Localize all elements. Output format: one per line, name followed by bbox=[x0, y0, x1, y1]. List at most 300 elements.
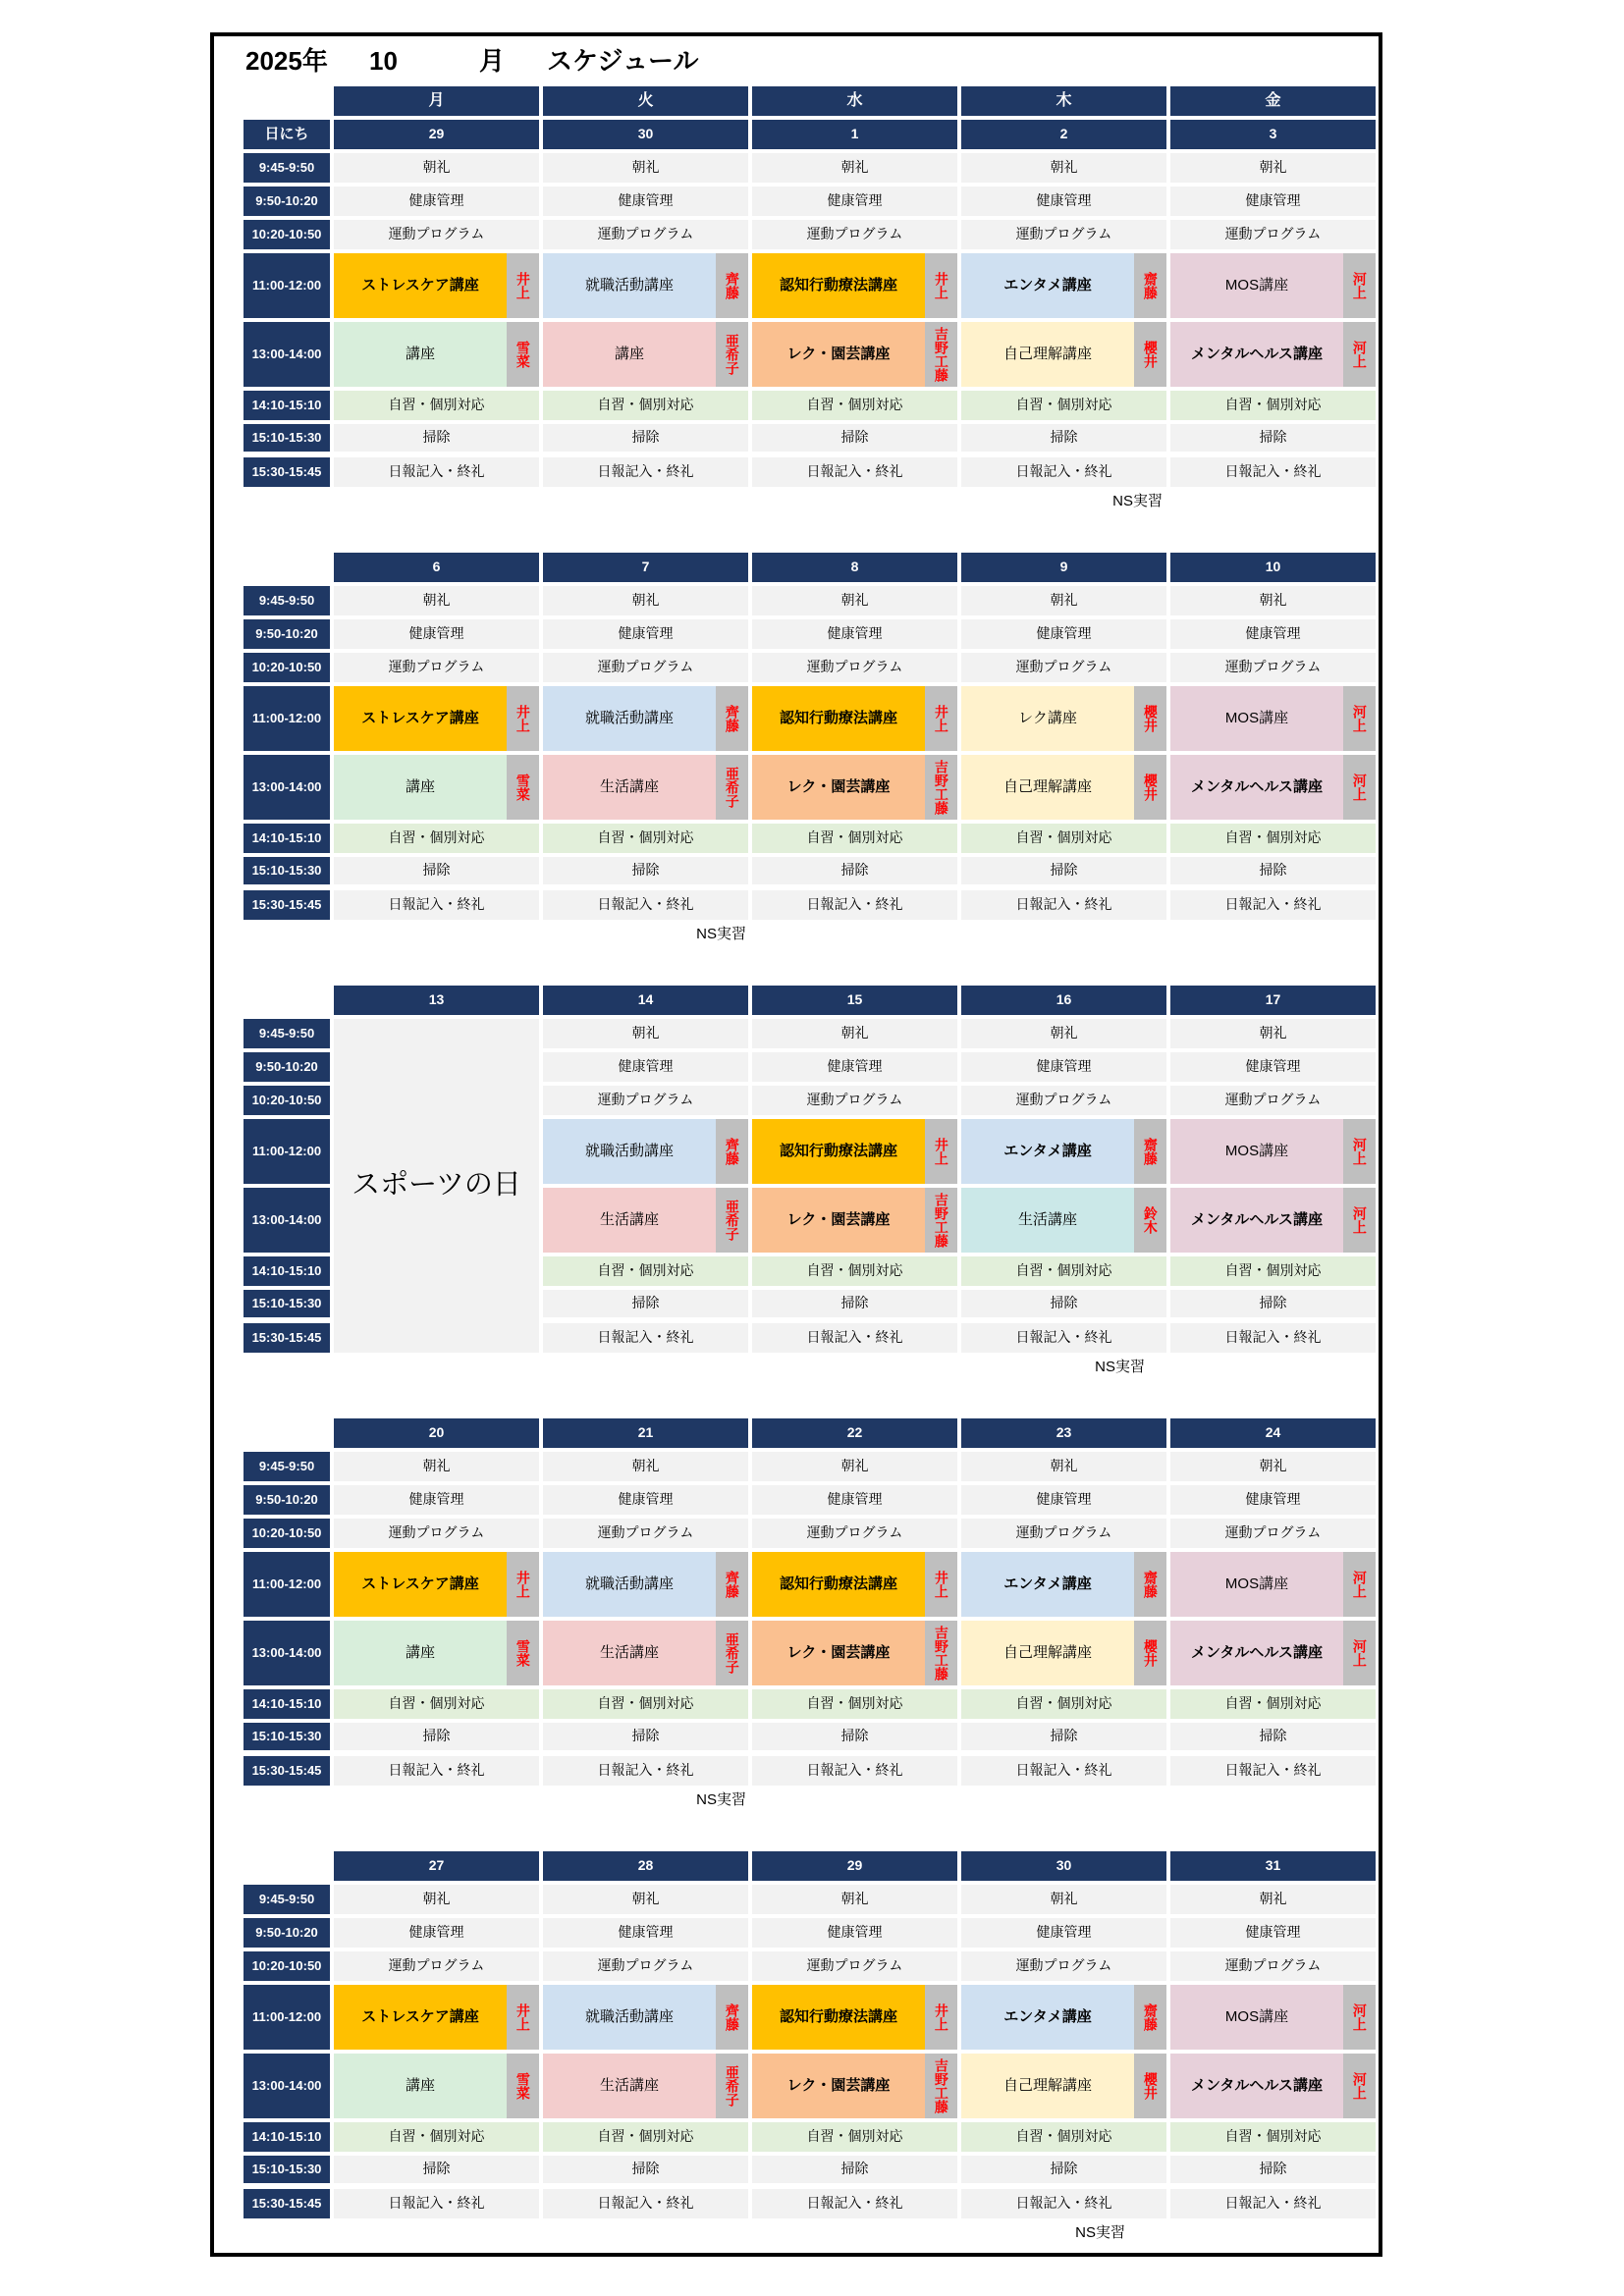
teacher-cell: 河上 bbox=[1343, 253, 1376, 318]
schedule-cell: 掃除 bbox=[334, 2156, 539, 2183]
time-cell: 15:10-15:30 bbox=[244, 857, 330, 884]
schedule-title-label: スケジュール bbox=[547, 45, 699, 76]
time-cell: 15:10-15:30 bbox=[244, 1723, 330, 1750]
activity-cell: 自己理解講座 bbox=[961, 322, 1134, 387]
time-cell: 13:00-14:00 bbox=[244, 1621, 330, 1685]
time-cell: 13:00-14:00 bbox=[244, 2054, 330, 2118]
time-cell: 10:20-10:50 bbox=[244, 1086, 330, 1115]
teacher-cell: 齊藤 bbox=[716, 1552, 748, 1617]
ns-note: NS実習 bbox=[696, 1790, 746, 1808]
schedule-cell: 運動プログラム bbox=[543, 220, 748, 249]
time-cell: 13:00-14:00 bbox=[244, 322, 330, 387]
teacher-cell: 河上 bbox=[1343, 686, 1376, 751]
schedule-cell: 掃除 bbox=[752, 1723, 957, 1750]
teacher-cell: 雪菜 bbox=[507, 322, 539, 387]
teacher-cell: 吉野工藤 bbox=[925, 755, 957, 820]
schedule-cell: 日報記入・終礼 bbox=[961, 1323, 1166, 1353]
schedule-cell: 掃除 bbox=[543, 1723, 748, 1750]
schedule-cell: 朝礼 bbox=[543, 153, 748, 183]
date-cell: 7 bbox=[543, 553, 748, 582]
activity-cell: メンタルヘルス講座 bbox=[1170, 322, 1343, 387]
activity-cell: MOS講座 bbox=[1170, 1119, 1343, 1184]
date-cell: 23 bbox=[961, 1418, 1166, 1448]
teacher-cell: 亜希子 bbox=[716, 1188, 748, 1253]
teacher-cell: 河上 bbox=[1343, 1188, 1376, 1253]
schedule-cell: 自習・個別対応 bbox=[961, 2122, 1166, 2152]
teacher-cell: 井上 bbox=[507, 1552, 539, 1617]
date-cell: 30 bbox=[543, 120, 748, 149]
time-cell: 9:50-10:20 bbox=[244, 1918, 330, 1948]
activity-cell: 認知行動療法講座 bbox=[752, 1552, 925, 1617]
teacher-cell: 齊藤 bbox=[716, 1985, 748, 2050]
schedule-cell: 自習・個別対応 bbox=[543, 391, 748, 420]
weekday-header-cell: 木 bbox=[961, 86, 1166, 116]
teacher-cell: 齋藤 bbox=[1134, 1119, 1166, 1184]
schedule-cell: 朝礼 bbox=[1170, 1885, 1376, 1914]
schedule-cell: 日報記入・終礼 bbox=[961, 1756, 1166, 1786]
activity-cell: 就職活動講座 bbox=[543, 686, 716, 751]
teacher-cell: 齊藤 bbox=[716, 686, 748, 751]
activity-cell: 就職活動講座 bbox=[543, 1985, 716, 2050]
schedule-cell: 掃除 bbox=[334, 1723, 539, 1750]
time-cell: 15:10-15:30 bbox=[244, 424, 330, 452]
schedule-cell: 掃除 bbox=[961, 2156, 1166, 2183]
schedule-cell: 朝礼 bbox=[543, 1885, 748, 1914]
schedule-cell: 掃除 bbox=[1170, 1290, 1376, 1317]
schedule-cell: 運動プログラム bbox=[334, 220, 539, 249]
schedule-cell: 掃除 bbox=[1170, 424, 1376, 452]
schedule-cell: 朝礼 bbox=[1170, 586, 1376, 615]
teacher-cell: 齊藤 bbox=[716, 1119, 748, 1184]
schedule-cell: 掃除 bbox=[752, 2156, 957, 2183]
schedule-cell: 健康管理 bbox=[961, 1485, 1166, 1515]
schedule-cell: 日報記入・終礼 bbox=[334, 457, 539, 487]
schedule-cell: 自習・個別対応 bbox=[752, 1689, 957, 1719]
schedule-cell: 健康管理 bbox=[334, 187, 539, 216]
activity-cell: MOS講座 bbox=[1170, 686, 1343, 751]
schedule-cell: 日報記入・終礼 bbox=[961, 457, 1166, 487]
schedule-cell: 掃除 bbox=[1170, 1723, 1376, 1750]
schedule-cell: 運動プログラム bbox=[752, 1951, 957, 1981]
schedule-cell: 掃除 bbox=[961, 1290, 1166, 1317]
activity-cell: 講座 bbox=[334, 1621, 507, 1685]
schedule-cell: 朝礼 bbox=[961, 586, 1166, 615]
schedule-title-month: 10 bbox=[369, 45, 398, 76]
schedule-cell: 運動プログラム bbox=[961, 1951, 1166, 1981]
schedule-cell: 健康管理 bbox=[543, 1052, 748, 1082]
schedule-cell: 自習・個別対応 bbox=[543, 1689, 748, 1719]
time-cell: 9:45-9:50 bbox=[244, 1019, 330, 1048]
time-cell: 14:10-15:10 bbox=[244, 1689, 330, 1719]
schedule-cell: 健康管理 bbox=[1170, 1485, 1376, 1515]
schedule-cell: 自習・個別対応 bbox=[752, 1256, 957, 1286]
time-cell: 15:30-15:45 bbox=[244, 1323, 330, 1353]
schedule-cell: 掃除 bbox=[543, 857, 748, 884]
schedule-cell: 日報記入・終礼 bbox=[752, 890, 957, 920]
teacher-cell: 河上 bbox=[1343, 1552, 1376, 1617]
time-cell: 13:00-14:00 bbox=[244, 755, 330, 820]
date-cell: 31 bbox=[1170, 1851, 1376, 1881]
time-cell: 15:30-15:45 bbox=[244, 1756, 330, 1786]
activity-cell: レク・園芸講座 bbox=[752, 1621, 925, 1685]
schedule-cell: 日報記入・終礼 bbox=[1170, 1323, 1376, 1353]
schedule-cell: 運動プログラム bbox=[543, 1951, 748, 1981]
teacher-cell: 河上 bbox=[1343, 1985, 1376, 2050]
schedule-cell: 自習・個別対応 bbox=[752, 391, 957, 420]
time-cell: 9:50-10:20 bbox=[244, 187, 330, 216]
time-cell: 11:00-12:00 bbox=[244, 253, 330, 318]
activity-cell: 認知行動療法講座 bbox=[752, 1985, 925, 2050]
time-cell: 11:00-12:00 bbox=[244, 1552, 330, 1617]
activity-cell: 生活講座 bbox=[543, 1621, 716, 1685]
schedule-cell: 日報記入・終礼 bbox=[752, 2189, 957, 2218]
schedule-cell: 自習・個別対応 bbox=[752, 2122, 957, 2152]
weekday-header-cell: 火 bbox=[543, 86, 748, 116]
activity-cell: レク・園芸講座 bbox=[752, 755, 925, 820]
schedule-cell: 運動プログラム bbox=[1170, 1086, 1376, 1115]
activity-cell: レク・園芸講座 bbox=[752, 1188, 925, 1253]
time-cell: 15:10-15:30 bbox=[244, 2156, 330, 2183]
schedule-cell: 日報記入・終礼 bbox=[961, 2189, 1166, 2218]
activity-cell: 自己理解講座 bbox=[961, 755, 1134, 820]
teacher-cell: 吉野工藤 bbox=[925, 322, 957, 387]
teacher-cell: 吉野工藤 bbox=[925, 1188, 957, 1253]
schedule-cell: 運動プログラム bbox=[334, 1519, 539, 1548]
schedule-title-month-suffix: 月 bbox=[479, 45, 506, 76]
schedule-cell: 運動プログラム bbox=[752, 653, 957, 682]
teacher-cell: 齋藤 bbox=[1134, 253, 1166, 318]
schedule-cell: 朝礼 bbox=[1170, 1019, 1376, 1048]
schedule-cell: 運動プログラム bbox=[543, 1519, 748, 1548]
schedule-cell: 運動プログラム bbox=[334, 653, 539, 682]
schedule-cell: 健康管理 bbox=[334, 619, 539, 649]
activity-cell: 認知行動療法講座 bbox=[752, 1119, 925, 1184]
teacher-cell: 櫻井 bbox=[1134, 2054, 1166, 2118]
date-cell: 8 bbox=[752, 553, 957, 582]
schedule-cell: 朝礼 bbox=[961, 1019, 1166, 1048]
activity-cell: 講座 bbox=[543, 322, 716, 387]
activity-cell: レク・園芸講座 bbox=[752, 322, 925, 387]
schedule-cell: 掃除 bbox=[961, 1723, 1166, 1750]
teacher-cell: 齊藤 bbox=[716, 253, 748, 318]
activity-cell: 就職活動講座 bbox=[543, 253, 716, 318]
date-cell: 15 bbox=[752, 986, 957, 1015]
date-cell: 16 bbox=[961, 986, 1166, 1015]
time-cell: 9:45-9:50 bbox=[244, 153, 330, 183]
time-cell: 9:45-9:50 bbox=[244, 1885, 330, 1914]
time-cell: 15:30-15:45 bbox=[244, 457, 330, 487]
schedule-cell: 自習・個別対応 bbox=[334, 391, 539, 420]
schedule-cell: 朝礼 bbox=[752, 153, 957, 183]
schedule-cell: 自習・個別対応 bbox=[543, 824, 748, 853]
activity-cell: 生活講座 bbox=[543, 755, 716, 820]
teacher-cell: 井上 bbox=[507, 253, 539, 318]
date-row-label: 日にち bbox=[244, 120, 330, 149]
activity-cell: メンタルヘルス講座 bbox=[1170, 1188, 1343, 1253]
time-cell: 9:50-10:20 bbox=[244, 1485, 330, 1515]
schedule-cell: 健康管理 bbox=[752, 619, 957, 649]
schedule-cell: 朝礼 bbox=[1170, 1452, 1376, 1481]
schedule-cell: 掃除 bbox=[334, 424, 539, 452]
teacher-cell: 井上 bbox=[925, 686, 957, 751]
schedule-cell: 運動プログラム bbox=[334, 1951, 539, 1981]
schedule-cell: 運動プログラム bbox=[1170, 653, 1376, 682]
schedule-cell: 朝礼 bbox=[1170, 153, 1376, 183]
schedule-cell: 自習・個別対応 bbox=[961, 1689, 1166, 1719]
schedule-cell: 自習・個別対応 bbox=[1170, 824, 1376, 853]
schedule-cell: 日報記入・終礼 bbox=[543, 890, 748, 920]
activity-cell: 就職活動講座 bbox=[543, 1552, 716, 1617]
teacher-cell: 井上 bbox=[925, 1119, 957, 1184]
teacher-cell: 雪菜 bbox=[507, 1621, 539, 1685]
schedule-cell: 健康管理 bbox=[543, 187, 748, 216]
schedule-cell: 掃除 bbox=[543, 424, 748, 452]
schedule-cell: 朝礼 bbox=[961, 1885, 1166, 1914]
schedule-cell: 日報記入・終礼 bbox=[334, 1756, 539, 1786]
schedule-cell: 日報記入・終礼 bbox=[334, 890, 539, 920]
schedule-cell: 健康管理 bbox=[961, 1918, 1166, 1948]
weekday-header-cell: 月 bbox=[334, 86, 539, 116]
schedule-cell: 自習・個別対応 bbox=[543, 1256, 748, 1286]
activity-cell: レク講座 bbox=[961, 686, 1134, 751]
schedule-cell: 掃除 bbox=[752, 424, 957, 452]
teacher-cell: 河上 bbox=[1343, 2054, 1376, 2118]
date-cell: 29 bbox=[334, 120, 539, 149]
schedule-cell: 日報記入・終礼 bbox=[543, 457, 748, 487]
schedule-cell: 朝礼 bbox=[752, 1019, 957, 1048]
time-cell: 14:10-15:10 bbox=[244, 1256, 330, 1286]
teacher-cell: 亜希子 bbox=[716, 1621, 748, 1685]
date-cell: 30 bbox=[961, 1851, 1166, 1881]
date-cell: 22 bbox=[752, 1418, 957, 1448]
schedule-cell: 健康管理 bbox=[543, 619, 748, 649]
time-cell: 13:00-14:00 bbox=[244, 1188, 330, 1253]
schedule-cell: 掃除 bbox=[1170, 2156, 1376, 2183]
date-cell: 13 bbox=[334, 986, 539, 1015]
schedule-cell: 日報記入・終礼 bbox=[1170, 2189, 1376, 2218]
schedule-cell: 自習・個別対応 bbox=[334, 1689, 539, 1719]
teacher-cell: 亜希子 bbox=[716, 322, 748, 387]
date-cell: 6 bbox=[334, 553, 539, 582]
schedule-cell: 運動プログラム bbox=[752, 1519, 957, 1548]
schedule-cell: 日報記入・終礼 bbox=[543, 2189, 748, 2218]
schedule-cell: 自習・個別対応 bbox=[1170, 1256, 1376, 1286]
teacher-cell: 齋藤 bbox=[1134, 1985, 1166, 2050]
date-cell: 21 bbox=[543, 1418, 748, 1448]
schedule-cell: 掃除 bbox=[961, 857, 1166, 884]
time-cell: 10:20-10:50 bbox=[244, 1519, 330, 1548]
schedule-cell: 運動プログラム bbox=[543, 1086, 748, 1115]
time-cell: 9:50-10:20 bbox=[244, 619, 330, 649]
date-cell: 9 bbox=[961, 553, 1166, 582]
date-cell: 29 bbox=[752, 1851, 957, 1881]
time-cell: 9:45-9:50 bbox=[244, 1452, 330, 1481]
schedule-cell: 健康管理 bbox=[752, 1485, 957, 1515]
time-cell: 10:20-10:50 bbox=[244, 653, 330, 682]
activity-cell: 就職活動講座 bbox=[543, 1119, 716, 1184]
activity-cell: 生活講座 bbox=[961, 1188, 1134, 1253]
schedule-cell: 掃除 bbox=[752, 857, 957, 884]
time-cell: 10:20-10:50 bbox=[244, 1951, 330, 1981]
schedule-cell: 健康管理 bbox=[334, 1918, 539, 1948]
teacher-cell: 井上 bbox=[925, 1552, 957, 1617]
schedule-cell: 日報記入・終礼 bbox=[961, 890, 1166, 920]
teacher-cell: 櫻井 bbox=[1134, 686, 1166, 751]
date-cell: 3 bbox=[1170, 120, 1376, 149]
schedule-cell: 健康管理 bbox=[752, 1052, 957, 1082]
schedule-cell: 健康管理 bbox=[752, 1918, 957, 1948]
schedule-cell: 健康管理 bbox=[1170, 187, 1376, 216]
schedule-cell: 朝礼 bbox=[543, 586, 748, 615]
schedule-cell: 健康管理 bbox=[334, 1485, 539, 1515]
teacher-cell: 井上 bbox=[925, 1985, 957, 2050]
schedule-cell: 日報記入・終礼 bbox=[1170, 457, 1376, 487]
time-cell: 11:00-12:00 bbox=[244, 686, 330, 751]
teacher-cell: 亜希子 bbox=[716, 2054, 748, 2118]
schedule-cell: 運動プログラム bbox=[961, 653, 1166, 682]
ns-note: NS実習 bbox=[1075, 2223, 1125, 2241]
activity-cell: メンタルヘルス講座 bbox=[1170, 2054, 1343, 2118]
schedule-cell: 運動プログラム bbox=[961, 1086, 1166, 1115]
teacher-cell: 櫻井 bbox=[1134, 1621, 1166, 1685]
schedule-cell: 朝礼 bbox=[543, 1452, 748, 1481]
schedule-cell: 健康管理 bbox=[543, 1918, 748, 1948]
date-cell: 17 bbox=[1170, 986, 1376, 1015]
activity-cell: レク・園芸講座 bbox=[752, 2054, 925, 2118]
activity-cell: ストレスケア講座 bbox=[334, 1552, 507, 1617]
schedule-cell: 自習・個別対応 bbox=[961, 824, 1166, 853]
teacher-cell: 河上 bbox=[1343, 1119, 1376, 1184]
time-cell: 9:50-10:20 bbox=[244, 1052, 330, 1082]
ns-note: NS実習 bbox=[1095, 1358, 1145, 1375]
activity-cell: メンタルヘルス講座 bbox=[1170, 755, 1343, 820]
activity-cell: エンタメ講座 bbox=[961, 1985, 1134, 2050]
teacher-cell: 河上 bbox=[1343, 1621, 1376, 1685]
holiday-cell: スポーツの日 bbox=[334, 1019, 539, 1353]
activity-cell: MOS講座 bbox=[1170, 1552, 1343, 1617]
teacher-cell: 河上 bbox=[1343, 322, 1376, 387]
schedule-cell: 朝礼 bbox=[961, 1452, 1166, 1481]
schedule-cell: 朝礼 bbox=[334, 153, 539, 183]
time-cell: 11:00-12:00 bbox=[244, 1985, 330, 2050]
schedule-cell: 運動プログラム bbox=[961, 1519, 1166, 1548]
date-cell: 24 bbox=[1170, 1418, 1376, 1448]
time-cell: 9:45-9:50 bbox=[244, 586, 330, 615]
schedule-cell: 朝礼 bbox=[543, 1019, 748, 1048]
schedule-cell: 日報記入・終礼 bbox=[334, 2189, 539, 2218]
schedule-cell: 自習・個別対応 bbox=[334, 2122, 539, 2152]
time-cell: 15:10-15:30 bbox=[244, 1290, 330, 1317]
teacher-cell: 鈴木 bbox=[1134, 1188, 1166, 1253]
schedule-cell: 掃除 bbox=[1170, 857, 1376, 884]
date-cell: 10 bbox=[1170, 553, 1376, 582]
schedule-cell: 日報記入・終礼 bbox=[543, 1756, 748, 1786]
schedule-cell: 掃除 bbox=[334, 857, 539, 884]
schedule-cell: 運動プログラム bbox=[1170, 1951, 1376, 1981]
schedule-cell: 運動プログラム bbox=[1170, 220, 1376, 249]
schedule-cell: 自習・個別対応 bbox=[334, 824, 539, 853]
schedule-cell: 日報記入・終礼 bbox=[1170, 890, 1376, 920]
schedule-cell: 日報記入・終礼 bbox=[1170, 1756, 1376, 1786]
schedule-cell: 自習・個別対応 bbox=[752, 824, 957, 853]
teacher-cell: 雪菜 bbox=[507, 755, 539, 820]
activity-cell: ストレスケア講座 bbox=[334, 253, 507, 318]
activity-cell: メンタルヘルス講座 bbox=[1170, 1621, 1343, 1685]
activity-cell: MOS講座 bbox=[1170, 253, 1343, 318]
date-cell: 28 bbox=[543, 1851, 748, 1881]
date-cell: 20 bbox=[334, 1418, 539, 1448]
schedule-cell: 自習・個別対応 bbox=[961, 391, 1166, 420]
schedule-cell: 日報記入・終礼 bbox=[752, 1323, 957, 1353]
schedule-cell: 朝礼 bbox=[961, 153, 1166, 183]
schedule-cell: 日報記入・終礼 bbox=[543, 1323, 748, 1353]
schedule-cell: 健康管理 bbox=[1170, 1918, 1376, 1948]
schedule-cell: 掃除 bbox=[961, 424, 1166, 452]
teacher-cell: 櫻井 bbox=[1134, 322, 1166, 387]
time-cell: 14:10-15:10 bbox=[244, 824, 330, 853]
schedule-cell: 朝礼 bbox=[752, 586, 957, 615]
schedule-cell: 掃除 bbox=[543, 2156, 748, 2183]
activity-cell: 自己理解講座 bbox=[961, 2054, 1134, 2118]
schedule-cell: 朝礼 bbox=[752, 1885, 957, 1914]
schedule-cell: 自習・個別対応 bbox=[543, 2122, 748, 2152]
schedule-cell: 運動プログラム bbox=[961, 220, 1166, 249]
time-cell: 15:30-15:45 bbox=[244, 890, 330, 920]
schedule-cell: 朝礼 bbox=[752, 1452, 957, 1481]
teacher-cell: 吉野工藤 bbox=[925, 1621, 957, 1685]
teacher-cell: 雪菜 bbox=[507, 2054, 539, 2118]
activity-cell: エンタメ講座 bbox=[961, 253, 1134, 318]
activity-cell: エンタメ講座 bbox=[961, 1552, 1134, 1617]
activity-cell: エンタメ講座 bbox=[961, 1119, 1134, 1184]
activity-cell: 生活講座 bbox=[543, 2054, 716, 2118]
teacher-cell: 亜希子 bbox=[716, 755, 748, 820]
schedule-cell: 自習・個別対応 bbox=[961, 1256, 1166, 1286]
weekday-header-cell: 水 bbox=[752, 86, 957, 116]
schedule-cell: 健康管理 bbox=[961, 1052, 1166, 1082]
activity-cell: 認知行動療法講座 bbox=[752, 686, 925, 751]
ns-note: NS実習 bbox=[1112, 492, 1163, 509]
date-cell: 14 bbox=[543, 986, 748, 1015]
activity-cell: ストレスケア講座 bbox=[334, 686, 507, 751]
schedule-cell: 運動プログラム bbox=[543, 653, 748, 682]
schedule-cell: 運動プログラム bbox=[752, 1086, 957, 1115]
time-cell: 10:20-10:50 bbox=[244, 220, 330, 249]
page bbox=[210, 32, 1382, 2257]
date-cell: 2 bbox=[961, 120, 1166, 149]
teacher-cell: 井上 bbox=[925, 253, 957, 318]
time-cell: 11:00-12:00 bbox=[244, 1119, 330, 1184]
schedule-cell: 健康管理 bbox=[752, 187, 957, 216]
teacher-cell: 河上 bbox=[1343, 755, 1376, 820]
activity-cell: 自己理解講座 bbox=[961, 1621, 1134, 1685]
activity-cell: MOS講座 bbox=[1170, 1985, 1343, 2050]
schedule-cell: 健康管理 bbox=[1170, 1052, 1376, 1082]
date-cell: 27 bbox=[334, 1851, 539, 1881]
activity-cell: 講座 bbox=[334, 322, 507, 387]
teacher-cell: 吉野工藤 bbox=[925, 2054, 957, 2118]
schedule-cell: 健康管理 bbox=[543, 1485, 748, 1515]
schedule-cell: 健康管理 bbox=[961, 619, 1166, 649]
time-cell: 14:10-15:10 bbox=[244, 391, 330, 420]
activity-cell: 生活講座 bbox=[543, 1188, 716, 1253]
activity-cell: 講座 bbox=[334, 2054, 507, 2118]
schedule-cell: 日報記入・終礼 bbox=[752, 457, 957, 487]
schedule-cell: 健康管理 bbox=[961, 187, 1166, 216]
schedule-cell: 自習・個別対応 bbox=[1170, 2122, 1376, 2152]
schedule-cell: 健康管理 bbox=[1170, 619, 1376, 649]
teacher-cell: 井上 bbox=[507, 1985, 539, 2050]
